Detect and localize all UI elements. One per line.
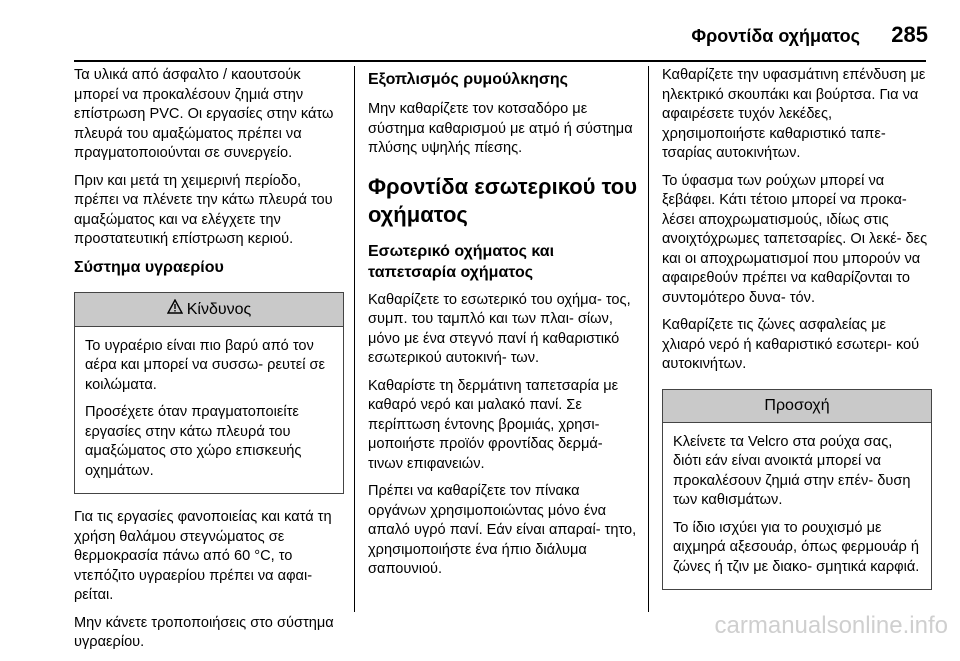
paragraph: Καθαρίστε τη δερμάτινη ταπετσαρία με καθαρό νερό και μαλακό πανί. Σε περίπτωση έντονης βρομιάς, χρησι‐ μοποιήστε προϊόν φροντίδας δερμά‐ τινων επιφανειών. [368,377,619,472]
paragraph: Μην καθαρίζετε τον κοτσαδόρο με σύστημα καθαρισμού με ατμό ή σύστημα πλύσης υψηλής πίεσης. [368,101,633,156]
page-header-title: Φροντίδα οχήματος [691,26,860,46]
caution-box-body [663,423,931,590]
page-number: 285 [891,22,928,47]
column-divider-1 [354,66,355,612]
column-3 [662,66,932,604]
paragraph: Πρέπει να καθαρίζετε τον πίνακα οργάνων χρησιμοποιώντας μόνο ένα απαλό υγρό πανί. Εάν είναι απαραί‐ τητο, χρησιμοποιήστε ένα ήπιο διάλυμα σαπουνιού. [368,483,637,577]
paragraph: Καθαρίζετε τις ζώνες ασφαλείας με χλιαρό νερό ή καθαριστικό εσωτερι‐ κού αυτοκινήτων. [662,317,920,372]
paragraph: Το ίδιο ισχύει για το ρουχισμό με αιχμηρά αξεσουάρ, όπως φερμουάρ ή ζώνες ή τζιν με διακο‐ σμητικά καρφιά. [673,519,920,575]
paragraph: Το υγραέριο είναι πιο βαρύ από τον αέρα και μπορεί να συσσω‐ ρευτεί σε κοιλώματα. [85,337,326,393]
caution-box [662,389,932,591]
header-rule [74,60,926,62]
paragraph: Για τις εργασίες φανοποιείας και κατά τη χρήση θαλάμου στεγνώματος σε θερμοκρασία πάνω από 60 °C, το ντεπόζιτο υγραερίου πρέπει να αφαι‐ ρείται. [74,509,332,603]
warning-triangle-icon [167,299,183,320]
paragraph: Καθαρίζετε το εσωτερικό του οχήμα‐ τος, συμπ. του ταμπλό και των πλαι‐ σίων, μόνο με ένα στεγνό πανί ή καθαριστικό εσωτερικού αυτοκινή‐ των. [368,291,631,366]
caution-box-header [663,390,931,423]
danger-box-body [75,327,343,494]
column-divider-2 [648,66,649,612]
paragraph: Προσέχετε όταν πραγματοποιείτε εργασίες στην κάτω πλευρά του αμαξώματος στο χώρο επισκευής οχημάτων. [85,404,302,479]
subheading-interior-upholstery: Εσωτερικό οχήματος και ταπετσαρία οχήματος [368,242,555,281]
section-heading-towing: Εξοπλισμός ρυμούλκησης [368,71,568,88]
paragraph: Καθαρίζετε την υφασμάτινη επένδυση με ηλεκτρικό σκουπάκι και βούρτσα. Για να αφαιρέσετε τυχόν λεκέδες, χρησιμοποιήστε καθαριστικό ταπε‐ τσαρίας αυτοκινήτων. [662,67,926,161]
chapter-heading-interior-care: Φροντίδα εσωτερικού του οχήματος [368,173,638,227]
paragraph: Τα υλικά από άσφαλτο / καουτσούκ μπορεί να προκαλέσουν ζημιά στην επίστρωση PVC. Οι εργασίες στην κάτω πλευρά του αμαξώματος πρέπει να πραγματοποιούνται σε συνεργείο. [74,67,334,161]
danger-box-header [75,293,343,327]
caution-box-title: Προσοχή [764,396,830,414]
paragraph: Κλείνετε τα Velcro στα ρούχα σας, διότι εάν είναι ανοικτά μπορεί να προκαλέσουν ζημιά στην επέν‐ δυση των καθισμάτων. [673,433,911,508]
paragraph: Πριν και μετά τη χειμερινή περίοδο, πρέπει να πλένετε την κάτω πλευρά του αμαξώματος και να ελέγχετε την προστατευτική επίστρωση κεριού. [74,172,333,247]
danger-box [74,292,344,495]
section-heading-lpg: Σύστημα υγραερίου [74,258,224,276]
watermark: carmanualsonline.info [714,612,948,639]
paragraph: Μην κάνετε τροποποιήσεις στο σύστημα υγραερίου. [74,614,334,650]
paragraph: Το ύφασμα των ρούχων μπορεί να ξεβάφει. Κάτι τέτοιο μπορεί να προκα‐ λέσει αποχρωματισμούς, ιδίως στις ανοιχτόχρωμες ταπετσαρίες. Οι λεκέ‐ δες και οι αποχρωματισμοί που μπορούν να αφαιρεθούν πρέπει να καθαρίζονται το συντομότερο δυνα‐ τόν. [662,172,928,306]
column-1 [74,66,344,661]
column-2 [368,66,638,588]
danger-box-title: Κίνδυνος [186,300,252,318]
